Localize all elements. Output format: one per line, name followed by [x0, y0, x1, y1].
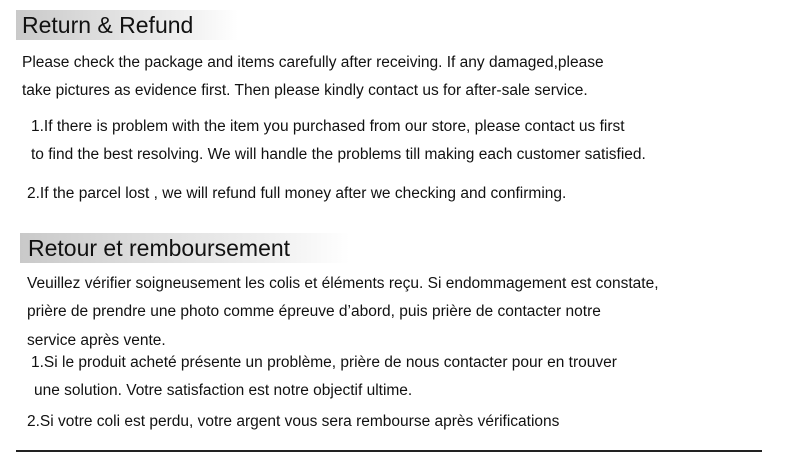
- english-point-2: 2.If the parcel lost , we will refund full money after we checking and confirming.: [27, 185, 567, 202]
- english-intro-line-2: take pictures as evidence first. Then please kindly contact us for after-sale service.: [22, 82, 588, 99]
- english-section-title: Return & Refund: [22, 12, 194, 38]
- french-point-1-line-1: 1.Si le produit acheté présente un problème, prière de nous contacter pour en trouver: [31, 354, 617, 371]
- french-intro-line-1: Veuillez vérifier soigneusement les colis et éléments reçu. Si endommagement est constate,: [27, 275, 659, 292]
- french-intro-line-3: service après vente.: [27, 332, 166, 349]
- french-section-title: Retour et remboursement: [28, 235, 291, 261]
- english-point-1-line-1: 1.If there is problem with the item you purchased from our store, please contact us first: [31, 118, 625, 135]
- english-intro-line-1: Please check the package and items carefully after receiving. If any damaged,please: [22, 54, 604, 71]
- bottom-divider: [16, 450, 762, 452]
- french-point-1-line-2: une solution. Votre satisfaction est notre objectif ultime.: [34, 382, 413, 399]
- french-point-2: 2.Si votre coli est perdu, votre argent vous sera rembourse après vérifications: [27, 413, 560, 430]
- english-point-1-line-2: to find the best resolving. We will handle the problems till making each customer satisfied.: [31, 146, 646, 163]
- french-intro-line-2: prière de prendre une photo comme épreuve d’abord, puis prière de contacter notre: [27, 303, 601, 320]
